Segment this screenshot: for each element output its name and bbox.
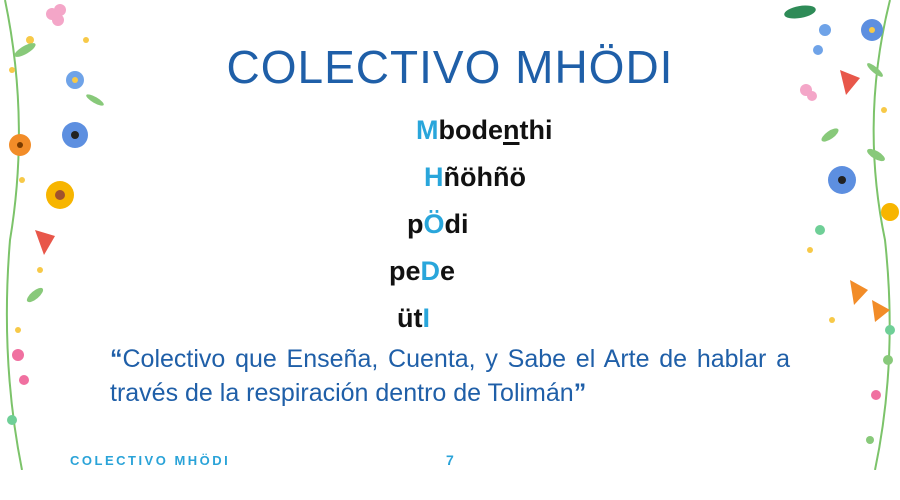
acrostic-line-1: Mbodenthi xyxy=(416,115,553,145)
quote-text: Colectivo que Enseña, Cuenta, y Sabe el Arte de hablar a través de la respiración dentro de Tolimán xyxy=(110,345,790,407)
acrostic-line-4: peDe xyxy=(389,256,456,286)
acrostic-line-3: pÖdi xyxy=(407,209,469,239)
acrostic-line-2: Hñöhñö xyxy=(424,162,526,192)
open-quote-mark: “ xyxy=(110,345,123,373)
footer-label: COLECTIVO MHÖDI xyxy=(70,453,231,468)
acrostic-line-5: ütI xyxy=(397,303,430,333)
page-number: 7 xyxy=(446,452,454,468)
slide-title: COLECTIVO MHÖDI xyxy=(226,41,674,93)
close-quote-mark: ” xyxy=(573,379,587,407)
mission-quote xyxy=(110,342,790,410)
